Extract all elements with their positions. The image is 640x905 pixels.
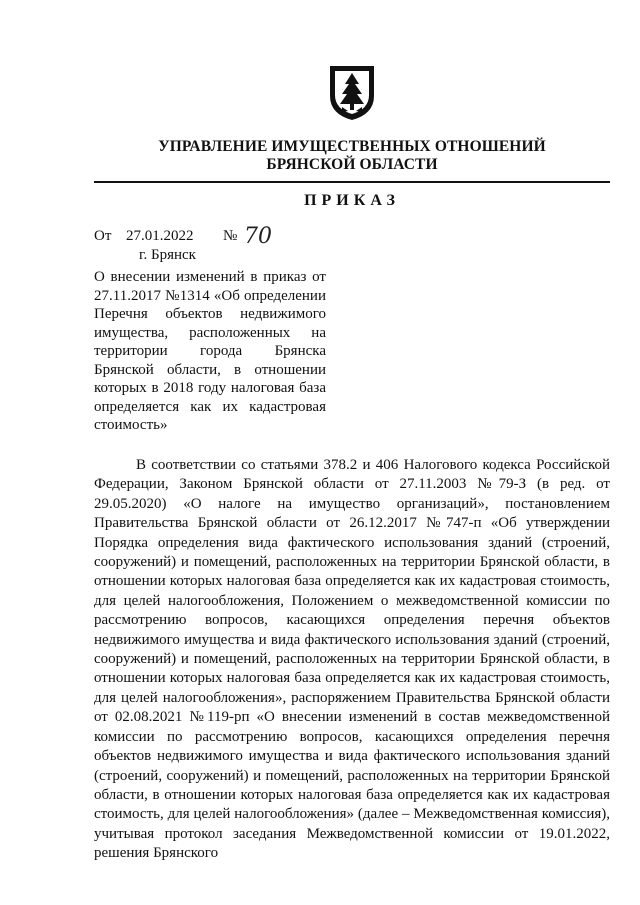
date-prefix: От [94,228,112,244]
header-divider [94,181,610,183]
body-paragraph: В соответствии со статьями 378.2 и 406 Налогового кодекса Российской Федерации, Законом Брянской области от 27.11.2003 №79-З (в ред. от 29.05.2020) «О налоге на имущество организаций», постановлением Правительства Брянской области от 26.12.2017 №747-п «Об утверждении Порядка определения вида фактического использования зданий (строений, сооружений) и помещений, расположенных на территории Брянской области, в отношении которых налоговая база определяется как их кадастровая стоимость, для целей налогообложения, Положением о межведомственной комиссии по рассмотрению вопросов, касающихся определения перечня объектов недвижимого имущества и вида фактического использования зданий (строений, сооружений) и помещений, расположенных на территории Брянской области, в отношении которых налоговая база определяется как их кадастровая стоимость, для целей налогообложения», распоряжением Правительства Брянской области от 02.08.2021 №119-рп «О внесении изменений в состав межведомственной комиссии по рассмотрению вопросов, касающихся определения перечня объектов недвижимого имущества и вида фактического использования зданий (строений, сооружений) и помещений, расположенных на территории Брянской области, в отношении которых налоговая база определяется как их кадастровая стоимость, для целей налогообложения» (далее – Межведомственная комиссия), учитывая протокол заседания Межведомственной комиссии от 19.01.2022, решения Брянского [94,457,610,862]
order-number-handwritten: 70 [244,224,272,249]
order-subject: О внесении изменений в приказ от 27.11.2017 №1314 «Об определении Перечня объектов недвижимого имущества, расположенных на территории города Брянска Брянской области, в отношении которых в 2018 году налоговая база определяется как их кадастровая стоимость» [94,269,326,433]
agency-header [94,138,610,174]
order-date: 27.01.2022 [126,228,194,244]
city: г. Брянск [139,247,196,263]
order-title: ПРИКАЗ [304,192,400,209]
coat-of-arms-emblem [326,60,378,122]
number-label: № [223,228,238,244]
agency-name-line1: УПРАВЛЕНИЕ ИМУЩЕСТВЕННЫХ ОТНОШЕНИЙ [158,138,546,155]
agency-name-line2: БРЯНСКОЙ ОБЛАСТИ [266,156,438,173]
